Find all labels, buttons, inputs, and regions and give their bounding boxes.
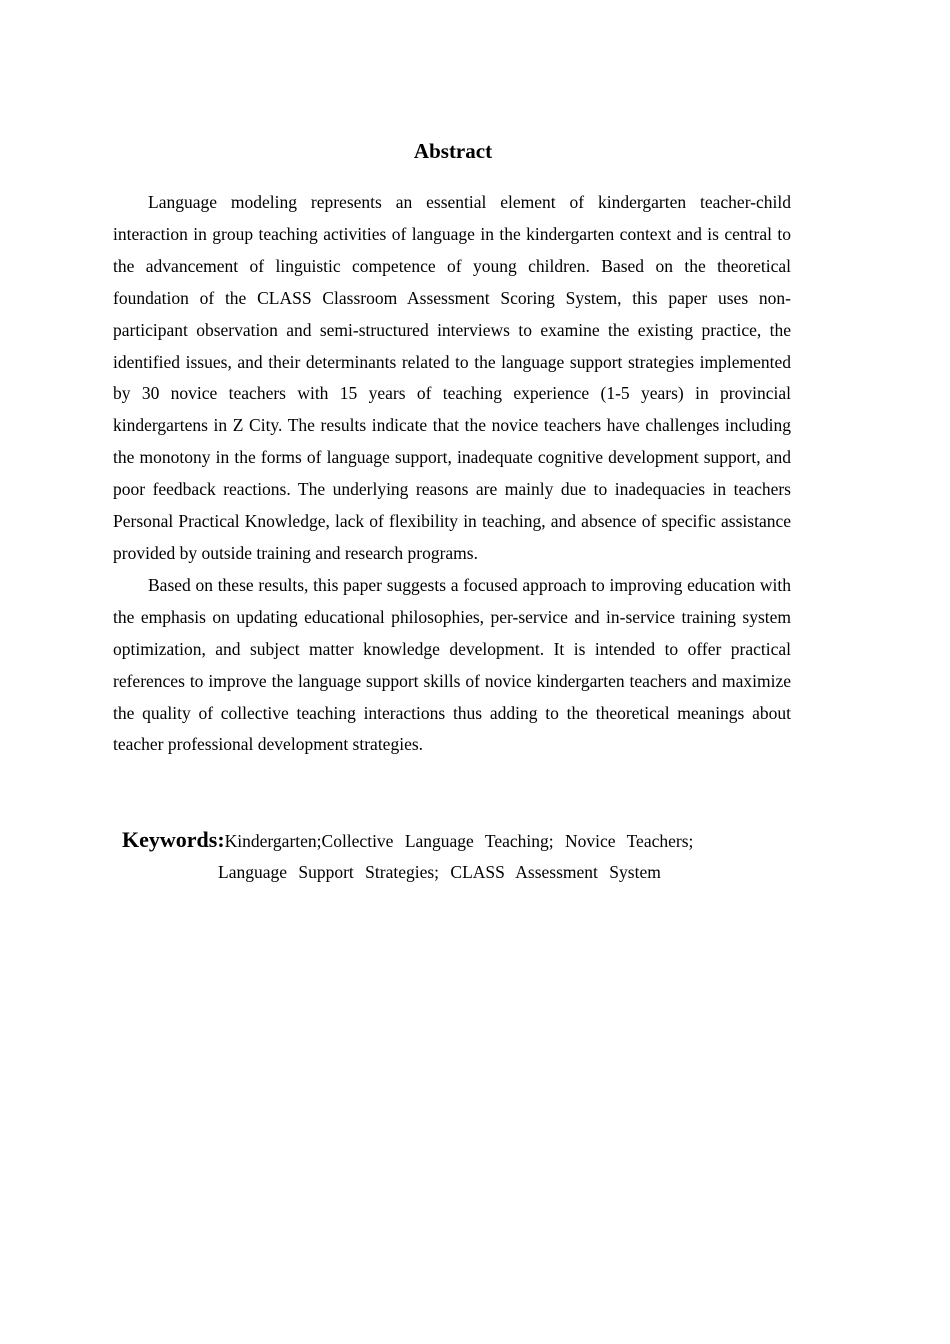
abstract-title: Abstract [413, 139, 493, 163]
keywords-list-line-2: Language Support Strategies; CLASS Assessment System [218, 862, 661, 882]
keywords-label: Keywords: [122, 827, 225, 852]
keywords-section [122, 823, 762, 882]
abstract-paragraph-2: Based on these results, this paper suggests a focused approach to improving education with the emphasis on updating educational philosophies, per-service and in-service training system optimization, and subject matter knowledge development. It is intended to offer practical references to improve the language support skills of novice kindergarten teachers and maximize the quality of collective teaching interactions thus adding to the theoretical meanings about teacher professional development strategies. [113, 574, 791, 755]
keywords-line-1 [122, 823, 762, 857]
abstract-body [113, 187, 791, 761]
keywords-list-line-1: Kindergarten;Collective Language Teaching; Novice Teachers; [224, 831, 694, 851]
abstract-paragraph-1: Language modeling represents an essential element of kindergarten teacher-child interaction in group teaching activities of language in the kindergarten context and is central to the advancement of linguistic competence of young children. Based on the theoretical foundation of the CLASS Classroom Assessment Scoring System, this paper uses non-participant observation and semi-structured interviews to examine the existing practice, the identified issues, and their determinants related to the language support strategies implemented by 30 novice teachers with 15 years of teaching experience (1-5 years) in provincial kindergartens in Z City. The results indicate that the novice teachers have challenges including the monotony in the forms of language support, inadequate cognitive development support, and poor feedback reactions. The underlying reasons are mainly due to inadequacies in teachers Personal Practical Knowledge, lack of flexibility in teaching, and absence of specific assistance provided by outside training and research programs. [113, 192, 791, 563]
